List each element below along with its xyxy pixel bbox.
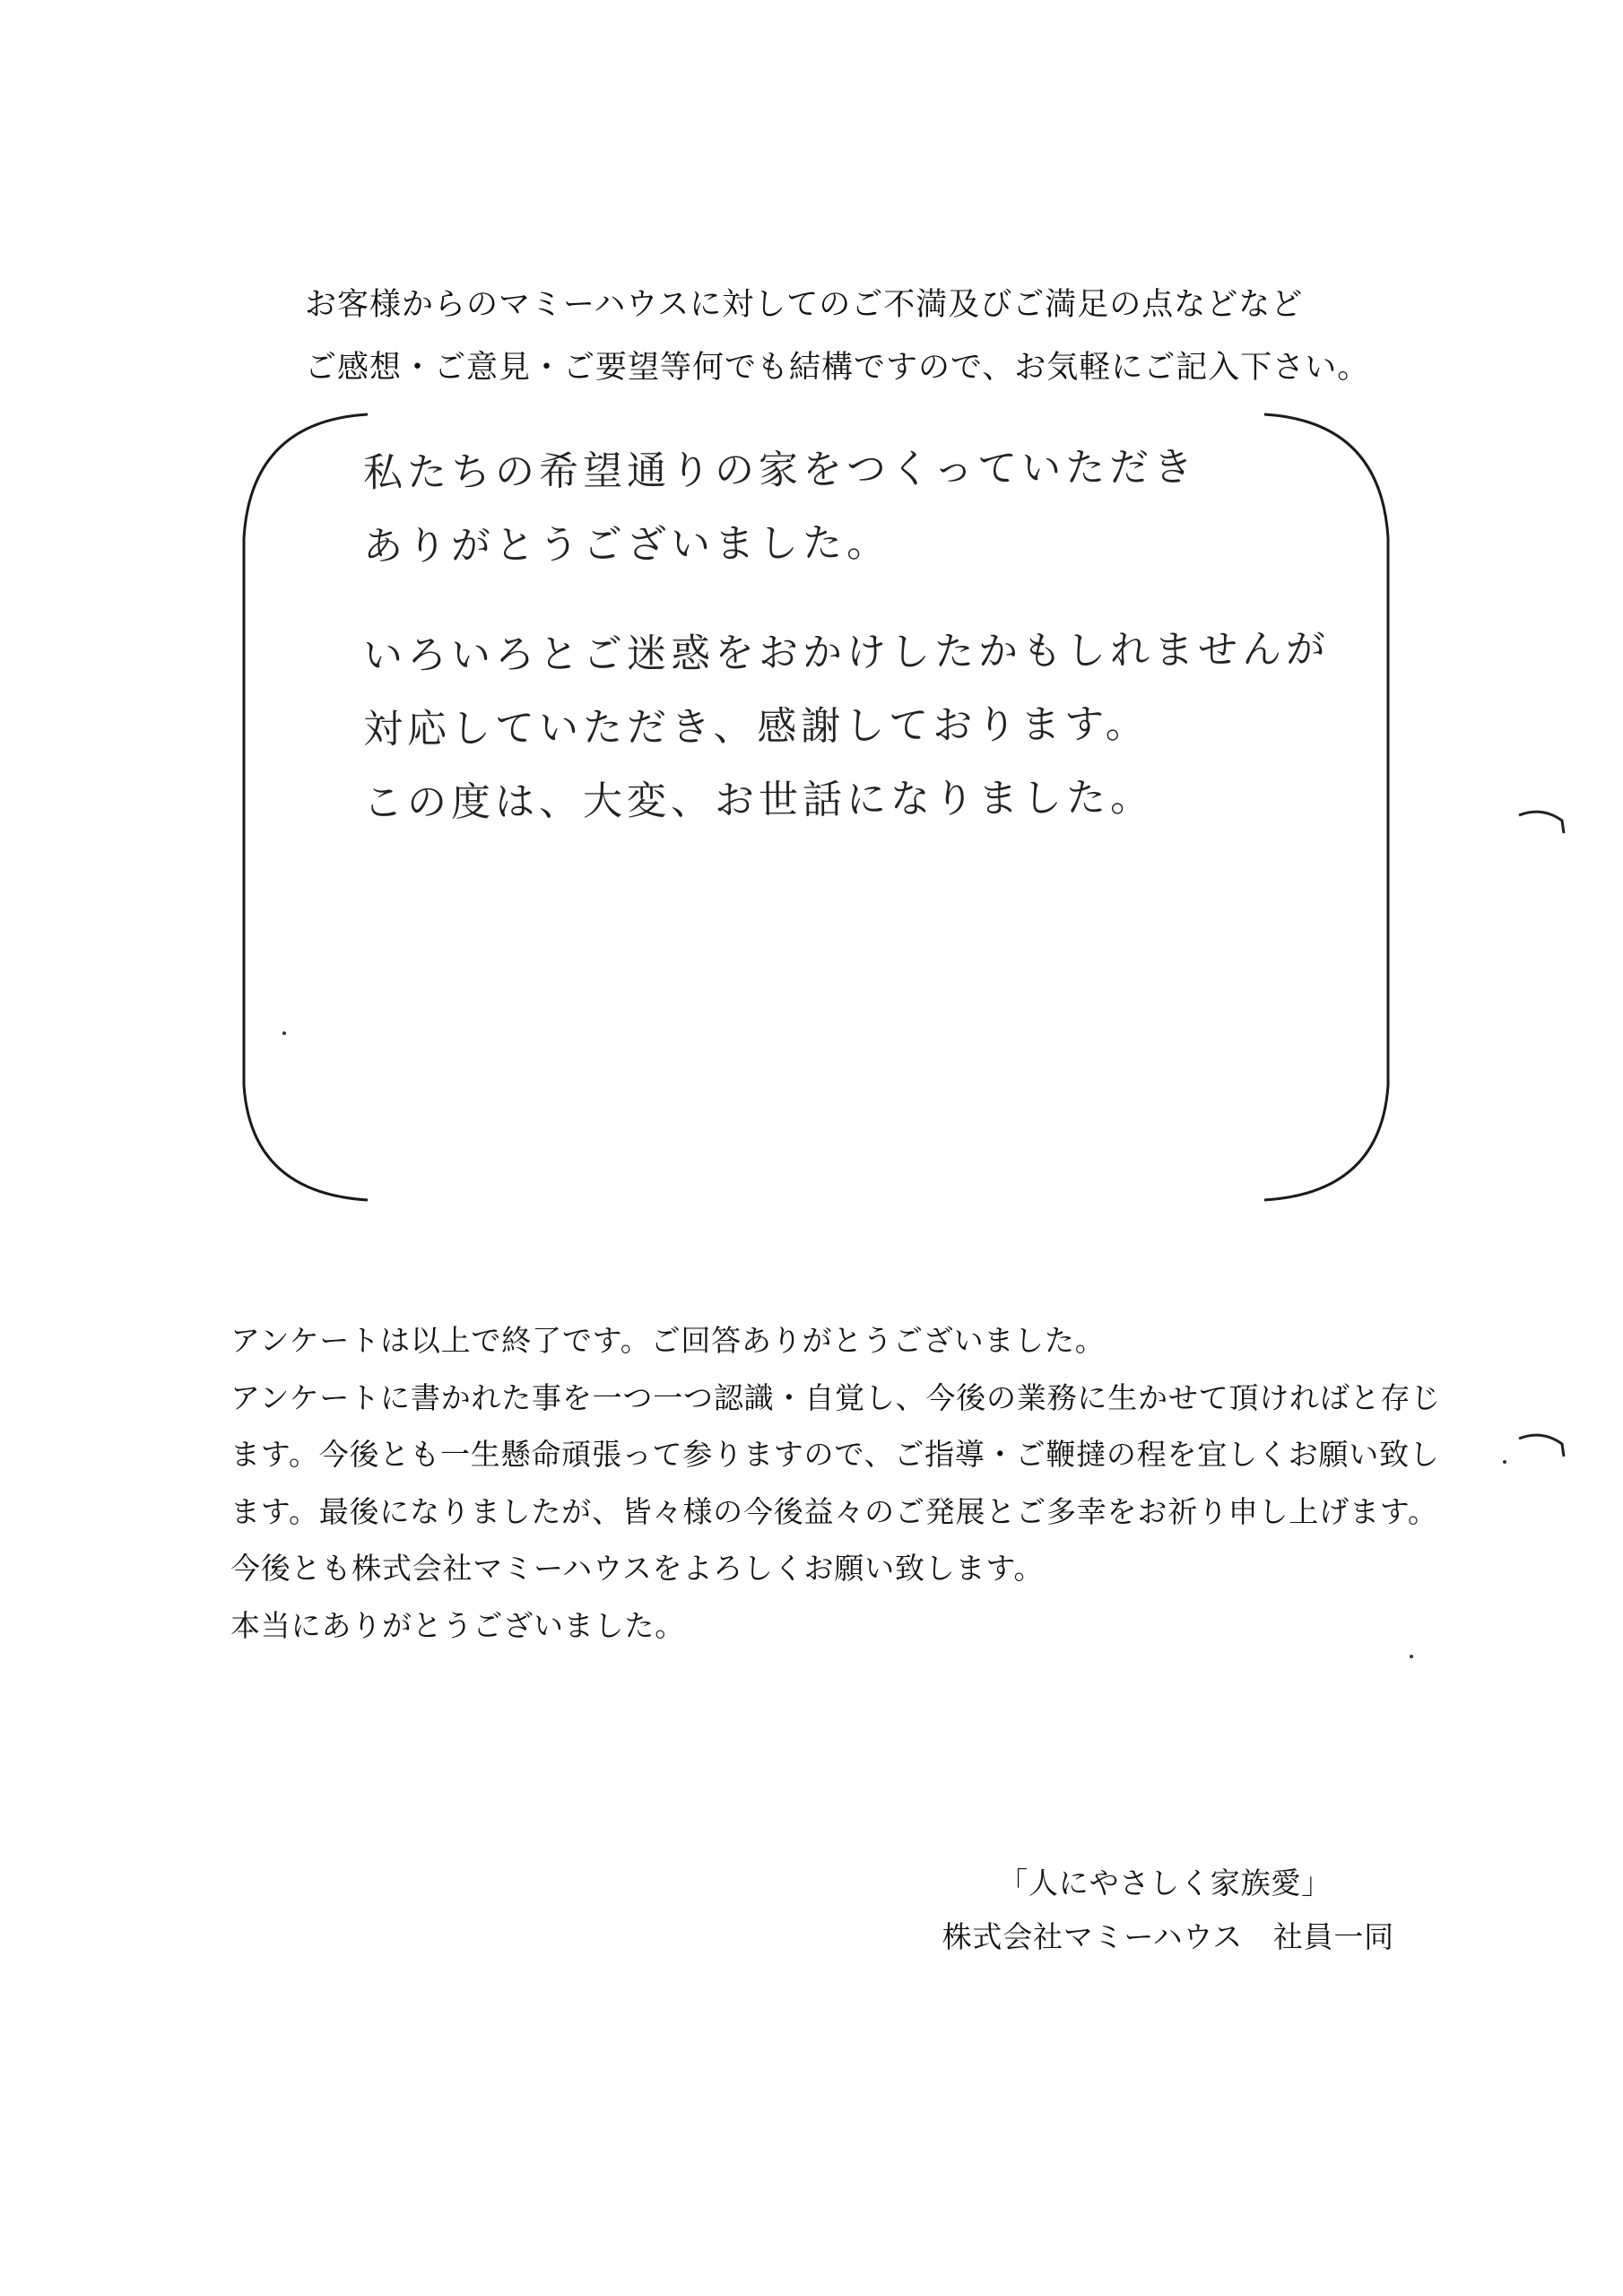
closing-line-3: ます。今後とも一生懸命頑張って参りますので、ご指導・ご鞭撻の程を宜しくお願い致し (230, 1437, 1440, 1472)
closing-message (230, 1312, 1442, 1654)
closing-line-4: ます。最後になりましたが、皆々様の今後益々のご発展とご多幸をお祈り申し上げます。 (230, 1493, 1438, 1529)
handwritten-line-2: ありがとうございました。 (362, 519, 891, 570)
company-slogan: 「人にやさしく家族愛」 (998, 1866, 1332, 1900)
scan-speck (282, 1031, 286, 1035)
scan-speck (1503, 1460, 1506, 1464)
closing-line-6: 本当にありがとうございました。 (230, 1607, 685, 1643)
punch-hole-mark-lower (1515, 1426, 1569, 1462)
scan-speck (1410, 1655, 1413, 1658)
instructions-line-2: ご感想・ご意見・ご要望等何でも結構ですので、お気軽にご記入下さい。 (305, 350, 1370, 386)
handwritten-line-3: いろいろとご迷惑をおかけしたかもしれませんが (362, 626, 1331, 679)
closing-line-5: 今後とも株式会社マミーハウスをよろしくお願い致します。 (230, 1551, 1045, 1586)
closing-line-1: アンケートは以上で終了です。ご回答ありがとうございました。 (230, 1323, 1106, 1358)
company-signature (942, 1857, 1394, 1964)
handwritten-line-1: 私たちの希望通りの家をつくっていただき (362, 444, 1198, 496)
punch-hole-mark-upper (1515, 803, 1569, 839)
handwritten-line-4: 対応していただき、感謝しております。 (362, 700, 1150, 752)
instructions-line-1: お客様からのマミーハウスに対してのご不満及びご満足の点などなど (305, 287, 1304, 323)
survey-instructions (305, 274, 1435, 399)
closing-line-2: アンケートに書かれた事を一つ一つ認識・自覚し、今後の業務に生かせて頂ければと存じ (230, 1379, 1442, 1415)
handwritten-line-5: この度は、大変、お世話になりました。 (362, 774, 1155, 826)
handwritten-response (362, 444, 1350, 829)
company-name: 株式会社マミーハウス 社員一同 (942, 1919, 1394, 1954)
